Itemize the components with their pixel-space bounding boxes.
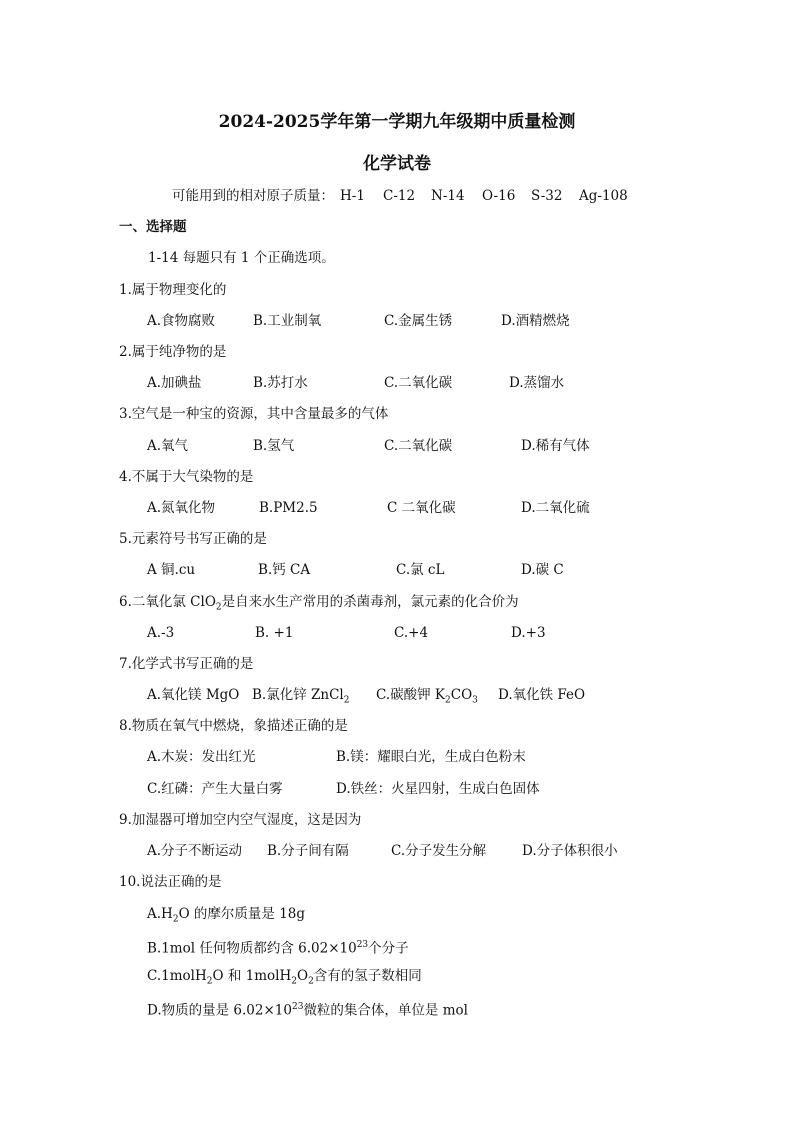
option-a: A.氧气	[147, 438, 189, 454]
exam-subtitle: 化学试卷	[363, 154, 431, 174]
atomic-mass-s: S-32	[531, 188, 563, 204]
option-a: A.-3	[147, 625, 175, 641]
option-a: A.加碘盐	[147, 375, 202, 391]
question-stem: 9.加湿器可增加空内空气湿度，这是因为	[119, 812, 362, 828]
option-c: C.红磷：产生大量白雾	[147, 781, 283, 797]
option-c: C.二氧化碳	[384, 375, 453, 391]
option-d: D.物质的量是 $6.02\times 10^{23}$微粒的集合体，单位是 mol	[147, 1002, 468, 1019]
atomic-mass-c: C-12	[383, 188, 416, 204]
option-d: D.二氧化硫	[521, 500, 590, 516]
question-stem: 2.属于纯净物的是	[119, 344, 227, 360]
option-c: C.1molH$_2$O 和 $1molH_2O_2$含有的氢子数相同	[147, 968, 422, 987]
option-d: D.碳 C	[521, 562, 564, 578]
option-d: D.蒸馏水	[509, 375, 565, 391]
option-b: B.苏打水	[253, 375, 308, 391]
option-a: A.食物腐败	[147, 313, 216, 329]
option-d: D.铁丝：火星四射，生成白色固体	[336, 781, 540, 797]
option-c: C.二氧化碳	[384, 438, 453, 454]
option-c: C.金属生锈	[384, 313, 453, 329]
option-b: B.分子间有隔	[267, 843, 349, 859]
question-stem: 1.属于物理变化的	[119, 282, 227, 298]
option-b: B. +1	[255, 625, 294, 641]
question-stem: 3.空气是一种宝的资源，其中含量最多的气体	[119, 406, 389, 422]
option-a: A 铜.cu	[147, 562, 196, 578]
question-stem: 4.不属于大气染物的是	[119, 469, 254, 485]
option-c: C.+4	[394, 625, 429, 641]
atomic-mass-ag: Ag-108	[579, 188, 628, 204]
option-a: A.木炭：发出红光	[147, 749, 256, 765]
question-stem: 7.化学式书写正确的是	[119, 656, 254, 672]
option-b: B.氯化锌 ZnCl$_2$	[252, 687, 350, 706]
option-a: A.分子不断运动	[147, 843, 243, 859]
question-stem: 6.二氧化氯 ClO$_2$是自来水生产常用的杀菌毒剂，氯元素的化合价为	[119, 594, 519, 613]
option-d: D.氧化铁 FeO	[498, 687, 586, 703]
option-b: B.镁：耀眼白光，生成白色粉末	[336, 749, 526, 765]
section-title: 一、选择题	[119, 219, 187, 235]
question-stem: 5.元素符号书写正确的是	[119, 531, 267, 547]
option-d: D.+3	[511, 625, 546, 641]
option-b: B.1mol 任何物质都约含 $6.02\times 10^{23}$个分子	[147, 940, 409, 957]
option-c: C.氯 cL	[396, 562, 445, 578]
option-a: $A.H_2O$ 的摩尔质量是 18g	[147, 906, 306, 925]
option-c: C 二氧化碳	[387, 500, 456, 516]
exam-title: 2024-2025学年第一学期九年级期中质量检测	[218, 112, 576, 132]
option-c: C.分子发生分解	[391, 843, 487, 859]
option-b: B.PM2.5	[259, 500, 318, 516]
option-a: A.氮氧化物	[147, 500, 216, 516]
option-b: B.氢气	[253, 438, 295, 454]
option-d: D.分子体积很小	[522, 843, 618, 859]
section-instruction: 1-14 每题只有 1 个正确选项。	[148, 250, 335, 266]
option-d: D.稀有气体	[521, 438, 590, 454]
option-b: B.钙 CA	[258, 562, 311, 578]
atomic-mass-label: 可能用到的相对原子质量：	[172, 188, 334, 204]
question-stem: 8.物质在氧气中燃烧，象描述正确的是	[119, 718, 348, 734]
option-c: C.碳酸钾 $K_2CO_3$	[376, 687, 478, 706]
atomic-mass-h: H-1	[340, 188, 365, 204]
option-b: B.工业制氧	[253, 313, 322, 329]
atomic-mass-o: O-16	[482, 188, 516, 204]
option-d: D.酒精燃烧	[501, 313, 570, 329]
atomic-mass-n: N-14	[431, 188, 465, 204]
question-stem: 10.说法正确的是	[119, 874, 222, 890]
option-a: A.氧化镁 MgO	[147, 687, 240, 703]
